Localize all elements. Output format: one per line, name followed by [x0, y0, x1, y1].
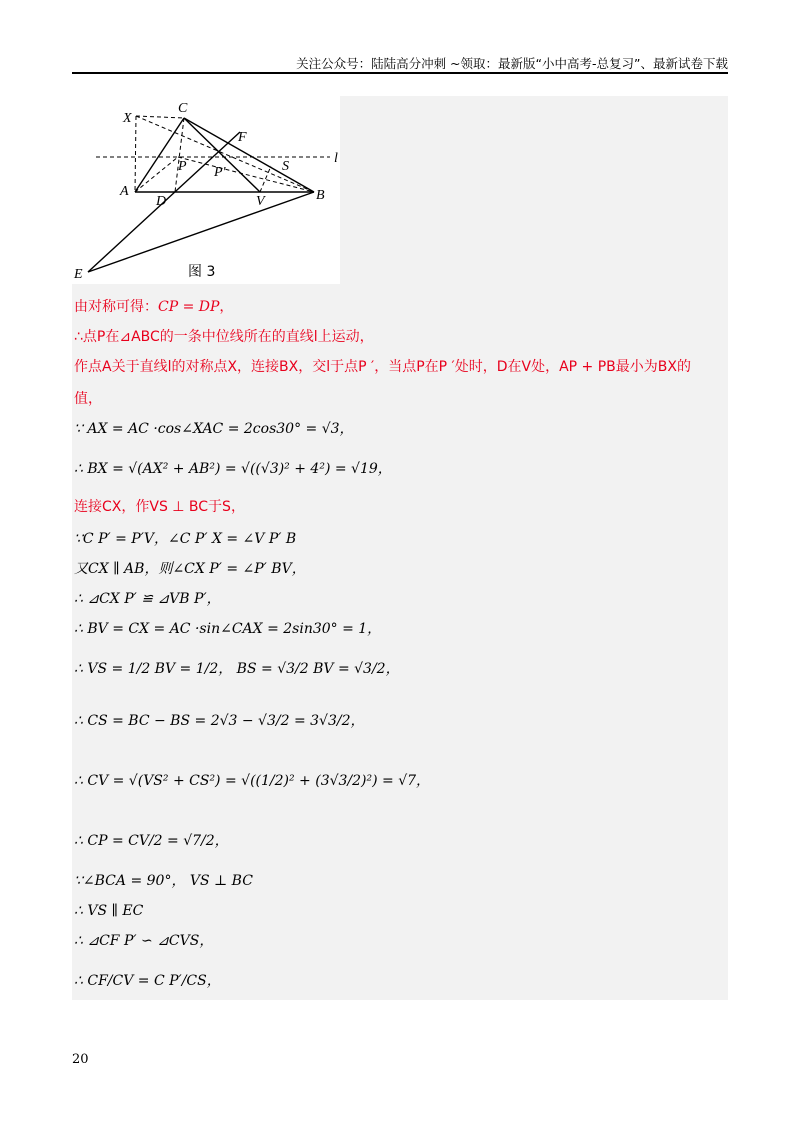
- math-line-cp-pv: [74, 530, 296, 548]
- segment-ef-b: [88, 192, 314, 272]
- math-line-angle: [74, 872, 253, 890]
- label-p-prime: P': [214, 165, 226, 180]
- math-line-congruent: [74, 590, 221, 608]
- segment-ap: [135, 157, 178, 192]
- symmetry-text: 由对称可得：: [74, 299, 158, 315]
- solution-line-connect: 连接CX，作VS ⊥ BC于S，: [74, 499, 245, 515]
- math-line-cv: [74, 772, 430, 790]
- math-line-cp: [74, 832, 229, 850]
- ax-text: ∵ AX = AC ·cos∠XAC = 2cos30° = √3，: [74, 421, 354, 437]
- figure-caption: 图 3: [188, 264, 216, 280]
- math-line-parallel: [74, 560, 306, 578]
- math-line-vs-ec: [74, 902, 143, 920]
- math-line-ax: [74, 420, 354, 438]
- solution-line-value: 值，: [74, 391, 102, 407]
- label-e: E: [74, 267, 83, 282]
- header-rule: [72, 72, 728, 74]
- symmetry-formula: CP = DP: [158, 299, 220, 315]
- label-v: V: [256, 194, 265, 209]
- math-line-bx: [74, 460, 392, 478]
- angle-text: ∵∠BCA = 90°， VS ⊥ BC: [74, 873, 253, 889]
- vs-text: ∴ VS = 1/2 BV = 1/2， BS = √3/2 BV = √3/2，: [74, 661, 400, 677]
- label-c: C: [178, 101, 188, 116]
- label-p: P: [178, 159, 187, 174]
- label-l: l: [334, 151, 338, 166]
- cp-pv-text: ∵C P′ = P′V，∠C P′ X = ∠V P′ B: [74, 531, 297, 547]
- segment-xa: [135, 116, 136, 192]
- label-f: F: [238, 130, 247, 145]
- cs-text: ∴ CS = BC − BS = 2√3 − √3/2 = 3√3/2，: [74, 713, 365, 729]
- segment-xb: [136, 116, 314, 192]
- math-line-ratio: [74, 972, 221, 990]
- segment-pb: [178, 157, 314, 192]
- math-line-cs: [74, 712, 365, 730]
- geometry-figure: [72, 96, 340, 284]
- similar-text: ∴ ⊿CF P′ ∽ ⊿CVS，: [74, 933, 214, 949]
- segment-xc: [136, 116, 184, 118]
- vs-ec-text: ∴ VS ∥ EC: [74, 903, 144, 919]
- math-line-similar: [74, 932, 213, 950]
- congruent-text: ∴ ⊿CX P′ ≌ ⊿VB P′，: [74, 591, 221, 607]
- label-x: X: [123, 111, 132, 126]
- math-line-bv: [74, 620, 381, 638]
- label-d: D: [156, 194, 167, 209]
- bv-text: ∴ BV = CX = AC ·sin∠CAX = 2sin30° = 1，: [74, 621, 382, 637]
- label-b: B: [316, 188, 325, 203]
- solution-line-locus: ∴点P在⊿ABC的一条中位线所在的直线l上运动，: [74, 329, 374, 345]
- symmetry-comma: ，: [219, 299, 234, 315]
- cp-text: ∴ CP = CV/2 = √7/2，: [74, 833, 229, 849]
- math-line-vs: [74, 660, 400, 678]
- parallel-text: 又CX ∥ AB，则∠CX P′ = ∠P′ BV，: [74, 561, 306, 577]
- ratio-text: ∴ CF/CV = C P′/CS，: [74, 973, 221, 989]
- solution-line-symmetry: [74, 298, 233, 316]
- label-s: S: [282, 159, 289, 174]
- page-number: 20: [72, 1052, 89, 1067]
- solution-line-construction: 作点A关于直线l的对称点X，连接BX，交l于点P ′，当点P在P ′处时，D在V处，AP + PB最小为BX的: [74, 359, 691, 375]
- bx-text: ∴ BX = √(AX² + AB²) = √((√3)² + 4²) = √19，: [74, 461, 392, 477]
- cv-text: ∴ CV = √(VS² + CS²) = √((1/2)² + (3√3/2)²) = √7，: [74, 773, 431, 789]
- label-a: A: [120, 184, 129, 199]
- page-header: 关注公众号：陆陆高分冲刺 ~领取：最新版“小中高考-总复习”、最新试卷下载: [296, 56, 728, 71]
